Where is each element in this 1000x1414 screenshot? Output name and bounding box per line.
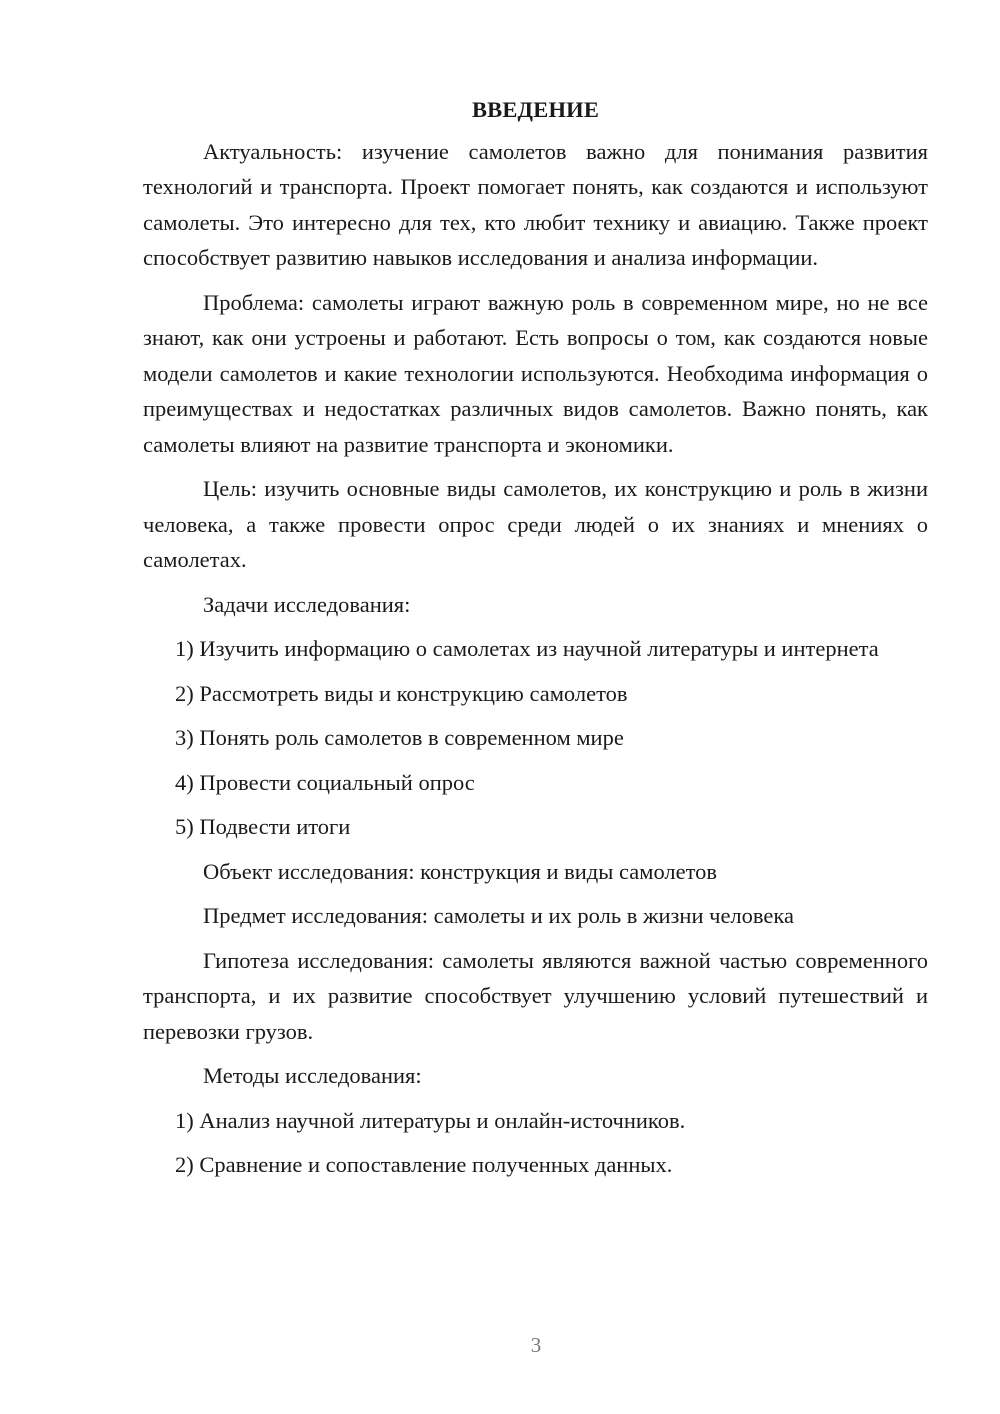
task-item: 5) Подвести итоги: [175, 814, 351, 839]
relevance-paragraph: Актуальность: изучение самолетов важно для понимания развития технологий и транспорта. Проект помогает понять, как создаются и используют самолеты. Это интересно для тех, кто любит технику и авиацию. Также проект способствует развитию навыков исследования и анализа информации.: [143, 138, 928, 270]
method-item: 2) Сравнение и сопоставление полученных данных.: [175, 1152, 673, 1177]
task-item: 1) Изучить информацию о самолетах из научной литературы и интернета: [175, 636, 879, 661]
subject-paragraph: Предмет исследования: самолеты и их роль в жизни человека: [203, 903, 794, 928]
tasks-heading: Задачи исследования:: [203, 591, 411, 617]
hypothesis-paragraph: Гипотеза исследования: самолеты являются важной частью современного транспорта, и их развитие способствует улучшению условий путешествий и перевозки грузов.: [143, 947, 928, 1044]
page-content: [143, 92, 928, 1192]
goal-paragraph: Цель: изучить основные виды самолетов, их конструкцию и роль в жизни человека, а также провести опрос среди людей о их знаниях и мнениях о самолетах.: [143, 476, 928, 572]
task-item: 3) Понять роль самолетов в современном мире: [175, 725, 624, 750]
page-number: 3: [530, 1333, 542, 1357]
object-paragraph: Объект исследования: конструкция и виды самолетов: [203, 858, 718, 884]
task-item: 2) Рассмотреть виды и конструкцию самолетов: [175, 680, 628, 706]
methods-heading: Методы исследования:: [203, 1063, 422, 1088]
section-title: ВВЕДЕНИЕ: [471, 97, 600, 122]
task-item: 4) Провести социальный опрос: [175, 769, 475, 795]
problem-paragraph: Проблема: самолеты играют важную роль в современном мире, но не все знают, как они устроены и работают. Есть вопросы о том, как создаются новые модели самолетов и какие технологии используются. Необходима информация о преимуществах и недостатках различных видов самолетов. Важно понять, как самолеты влияют на развитие транспорта и экономики.: [143, 289, 928, 457]
method-item: 1) Анализ научной литературы и онлайн-источников.: [175, 1107, 686, 1133]
